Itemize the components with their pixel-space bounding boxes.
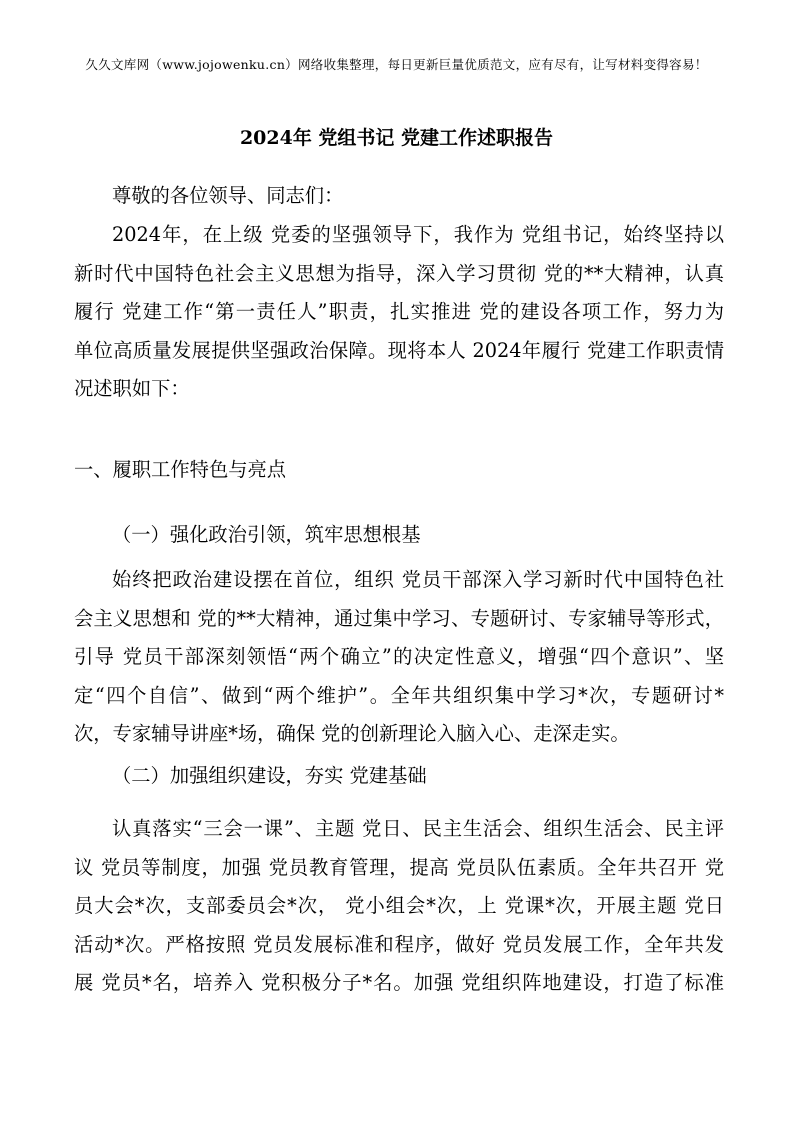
paragraph-line: 员大会*次，支部委员会*次， 党小组会*次，上 党课*次，开展主题 党日	[74, 894, 724, 918]
greeting: 尊敬的各位领导、同志们：	[112, 184, 344, 207]
paragraph-line: 认真落实“三会一课”、主题 党日、民主生活会、组织生活会、民主评	[112, 817, 724, 840]
section-heading-1: 一、履职工作特色与亮点	[74, 458, 287, 481]
subsection-heading-1: （一）强化政治引领，筑牢思想根基	[112, 523, 421, 546]
paragraph-line: 2024年，在上级 党委的坚强领导下，我作为 党组书记，始终坚持以	[112, 223, 724, 246]
paragraph-line: 单位高质量发展提供坚强政治保障。现将本人 2024年履行 党建工作职责情	[74, 338, 724, 362]
paragraph-line: 履行 党建工作“第一责任人”职责，扎实推进 党的建设各项工作，努力为	[74, 300, 724, 324]
paragraph-line: 活动*次。严格按照 党员发展标准和程序，做好 党员发展工作，全年共发	[74, 932, 724, 956]
paragraph-line: 引导 党员干部深刻领悟“两个确立”的决定性意义，增强“四个意识”、坚	[74, 645, 724, 669]
paragraph-line: 次，专家辅导讲座*场，确保 党的创新理论入脑入心、走深走实。	[74, 722, 630, 746]
paragraph-line: 新时代中国特色社会主义思想为指导，深入学习贯彻 党的**大精神，认真	[74, 261, 724, 285]
paragraph-line: 始终把政治建设摆在首位，组织 党员干部深入学习新时代中国特色社	[112, 568, 724, 591]
subsection-1-paragraph	[74, 561, 724, 754]
subsection-heading-2: （二）加强组织建设，夯实 党建基础	[112, 764, 427, 787]
paragraph-line: 展 党员*名，培养入 党积极分子*名。加强 党组织阵地建设，打造了标准	[74, 971, 724, 995]
paragraph-line: 况述职如下：	[74, 377, 190, 401]
subsection-2-paragraph	[74, 810, 724, 1003]
paragraph-line: 议 党员等制度，加强 党员教育管理，提高 党员队伍素质。全年共召开 党	[74, 855, 724, 879]
paragraph-line: 定“四个自信”、做到“两个维护”。全年共组织集中学习*次，专题研讨*	[74, 683, 724, 707]
paragraph-line: 会主义思想和 党的**大精神，通过集中学习、专题研讨、专家辅导等形式，	[74, 606, 724, 630]
intro-paragraph	[74, 216, 724, 409]
header-note: 久久文库网（www.jojowenku.cn）网络收集整理，每日更新巨量优质范文，应有尽有，让写材料变得容易！	[85, 57, 708, 72]
document-title: 2024年 党组书记 党建工作述职报告	[239, 127, 554, 149]
